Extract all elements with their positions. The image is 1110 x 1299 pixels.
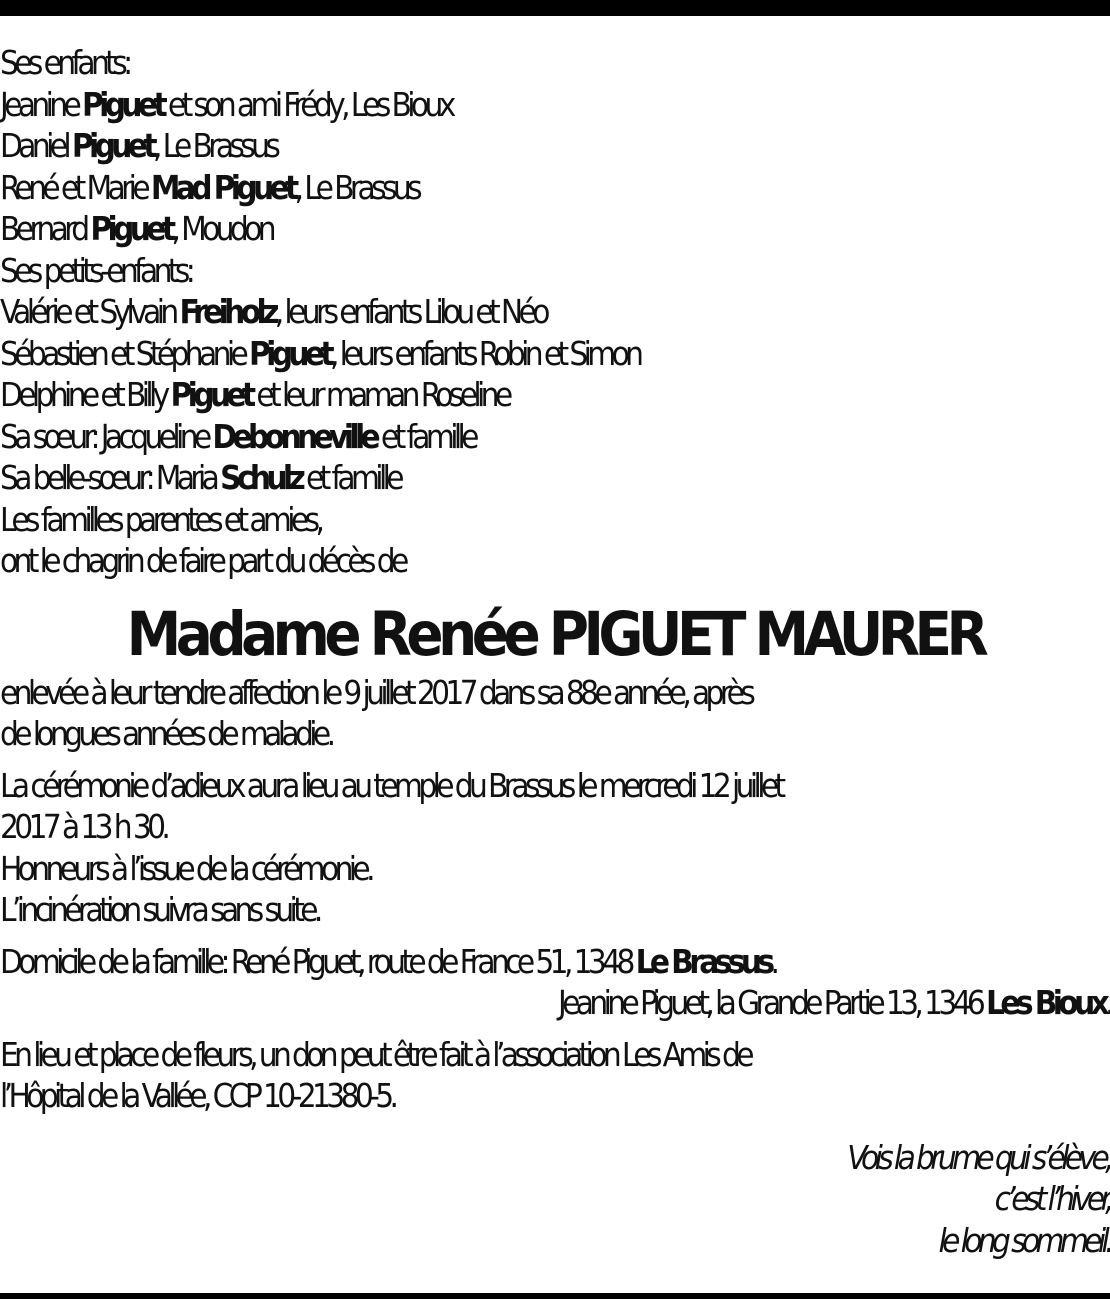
family-line (0, 499, 1110, 541)
family-text: et famille (376, 416, 475, 456)
domicile-text: Domicile de la famille: René Piguet, route de France 51, 1348 (0, 941, 636, 981)
deceased-name: Madame Renée PIGUET MAURER (126, 598, 984, 670)
notice-content (0, 42, 1110, 1261)
family-line (0, 374, 1110, 416)
top-border-rule (0, 0, 1110, 16)
family-text: Daniel (0, 126, 72, 165)
ceremony-line: La cérémonie d’adieux aura lieu au temple du Brassus le mercredi 12 juillet (0, 765, 782, 805)
poem-line: le long sommeil. (938, 1220, 1110, 1260)
family-text: et son ami Frédy, Les Bioux (163, 84, 452, 124)
donation-line: l’Hôpital de la Vallée, CCP 10-21380-5. (0, 1076, 395, 1115)
donation-paragraph (0, 1034, 1110, 1117)
ceremony-paragraph (0, 765, 1110, 931)
family-text: , leurs enfants Robin et Simon (330, 333, 640, 373)
family-surname: Schulz (220, 458, 302, 497)
death-notice-line: de longues années de maladie. (0, 714, 332, 753)
family-text: Sa belle-sœur: Maria (0, 458, 221, 497)
family-surname: Piguet (248, 333, 331, 373)
family-text: Delphine et Billy (0, 375, 171, 414)
family-text: et famille (301, 458, 400, 497)
family-surname: Debonneville (212, 416, 377, 456)
family-line (0, 42, 1110, 84)
family-text: Bernard (0, 209, 91, 248)
family-text: Ses petits-enfants: (0, 250, 192, 290)
family-line (0, 84, 1110, 126)
family-text: , Le Brassus (294, 167, 418, 207)
family-text: Valérie et Sylvain (0, 292, 180, 331)
poem-line: c’est l’hiver, (994, 1179, 1110, 1218)
family-line (0, 125, 1110, 167)
domicile-punct: . (770, 941, 776, 981)
family-surname: Piguet (170, 375, 252, 414)
family-surname: Freiholz (179, 292, 275, 331)
donation-line: En lieu et place de fleurs, un don peut être fait à l’association Les Amis de (0, 1034, 750, 1074)
family-line (0, 291, 1110, 333)
family-text: Jeanine (0, 84, 83, 124)
death-notice-paragraph (0, 672, 1110, 755)
family-list (0, 42, 1110, 582)
family-text: , Le Brassus (152, 126, 277, 165)
family-text: René et Marie (0, 167, 151, 207)
family-text: Sébastien et Stéphanie (0, 333, 249, 373)
family-text: Sa sœur: Jacqueline (0, 416, 213, 456)
domicile-text: Jeanine Piguet, la Grande Partie 13, 1346 (557, 983, 987, 1022)
ceremony-line: 2017 à 13 h 30. (0, 807, 167, 846)
family-line (0, 457, 1110, 499)
family-line (0, 250, 1110, 292)
family-surname: Piguet (71, 126, 153, 165)
family-surname: Piguet (82, 84, 164, 124)
incineration-line: L’incinération suivra sans suite. (0, 890, 319, 929)
death-notice-line: enlevée à leur tendre affection le 9 juillet 2017 dans sa 88e année, après (0, 672, 752, 712)
family-text: Les familles parentes et amies, (0, 499, 321, 539)
domicile-punct: . (1105, 983, 1110, 1022)
domicile-line (0, 982, 1110, 1024)
bottom-border-rule (0, 1293, 1110, 1299)
domicile-place: Le Brassus (635, 941, 771, 981)
family-text: , Moudon (171, 209, 272, 248)
family-line (0, 333, 1110, 375)
family-surname: Mad Piguet (150, 167, 295, 207)
family-line (0, 416, 1110, 458)
family-line (0, 540, 1110, 582)
family-text: , leurs enfants Lilou et Néo (274, 292, 546, 331)
domicile-paragraph (0, 941, 1110, 1024)
poem-line: Vois la brume qui s’élève, (847, 1137, 1110, 1177)
domicile-line (0, 941, 1110, 983)
family-surname: Piguet (90, 209, 172, 248)
family-text: Ses enfants: (0, 43, 129, 82)
poem (0, 1137, 1110, 1262)
honneurs-line: Honneurs à l’issue de la cérémonie. (0, 848, 371, 888)
family-line (0, 167, 1110, 209)
family-line (0, 208, 1110, 250)
domicile-place: Les Bioux (986, 983, 1106, 1022)
family-text: ont le chagrin de faire part du décès de (0, 541, 405, 580)
family-text: et leur maman Roseline (251, 375, 509, 414)
